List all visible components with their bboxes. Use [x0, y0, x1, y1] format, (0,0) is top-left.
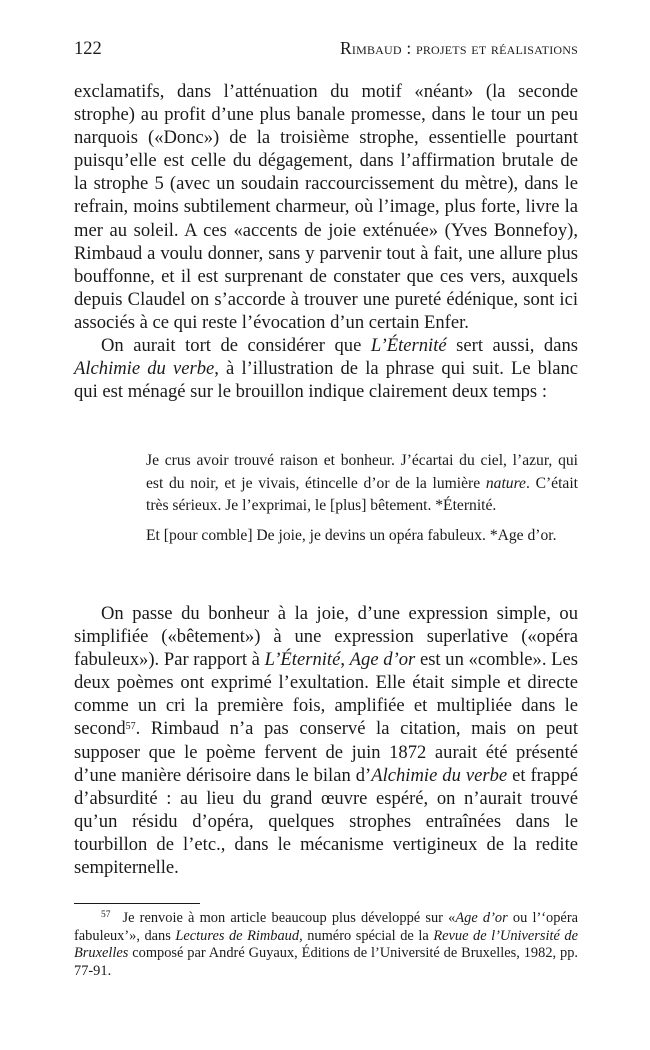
- text-run: ,: [340, 649, 350, 671]
- text-run: On passe du bonheur à la joie, d’une expression simple, ou simplifiée («bêtement») à une expression superlative («opéra fabuleux»). Par rapport à: [74, 603, 578, 671]
- text-run: Je renvoie à mon article beaucoup plus développé sur «: [122, 910, 456, 926]
- paragraph-bonheur-joie: [74, 602, 578, 879]
- running-title: Rimbaud : projets et réalisations: [340, 38, 578, 58]
- footnote: [74, 910, 578, 980]
- quote-paragraph-1: [146, 450, 578, 518]
- text-run: Je crus avoir trouvé raison et bonheur. J’écartai du ciel, l’azur, qui est du noir, et je vivais, étincelle d’or de la lumière: [146, 452, 578, 492]
- italic-text: L’Éternité: [264, 649, 341, 671]
- italic-text: Age d’or: [455, 910, 508, 926]
- paragraph-eternite: [74, 334, 578, 403]
- footnote-ref: 57: [125, 721, 136, 733]
- text-run: composé par André Guyaux, Éditions de l’Université de Bruxelles, 1982, pp. 77-91.: [74, 945, 578, 979]
- running-header: [74, 38, 578, 62]
- text-run: On aurait tort de considérer que: [101, 335, 371, 357]
- text-run: est un «comble». Les deux poèmes ont exprimé l’exultation. Elle était simple et directe comme un cri la première fois, amplifiée et multipliée dans le second: [74, 649, 579, 740]
- text-run: . Rimbaud n’a pas conservé la citation, mais on peut supposer que le poème fervent de juin 1872 aurait été présenté d’une manière dérisoire dans le bilan d’: [74, 718, 578, 786]
- italic-text: Revue de l’Université de Bruxelles: [74, 927, 579, 962]
- text-run: , numéro spécial de la: [299, 927, 434, 944]
- italic-text: L’Éternité: [370, 335, 447, 357]
- text-run: . C’était très sérieux. Je l’exprimai, le [plus] bêtement. *Éternité.: [146, 474, 578, 515]
- block-quote: [146, 450, 578, 554]
- body-text-bottom: [74, 602, 578, 879]
- footnote-text: [74, 910, 578, 979]
- footnote-57: [74, 910, 578, 980]
- text-run: exclamatifs, dans l’atténuation du motif «néant» (la seconde strophe) au profit d’une plus banale promesse, dans le tour un peu narquois («Donc») de la troisième strophe, essentielle pourtant puisqu’elle est celle du dégagement, dans l’affirmation brutale de la strophe 5 (avec un soudain raccourcissement du mètre), dans le refrain, moins subtilement charmeur, où l’image, plus forte, livre la mer au soleil. A ces «accents de joie exténuée» (Yves Bonnefoy), Rimbaud a voulu donner, sans y parvenir tout à fait, une allure plus bouffonne, et il est surprenant de constater que ces vers, auxquels depuis Claudel on s’accorde à trouver une pureté édénique, sont ici associés à ce qui reste l’évocation d’un certain Enfer.: [74, 81, 578, 333]
- quote-paragraph-2: [146, 525, 578, 548]
- italic-text: Lectures de Rimbaud: [175, 927, 300, 944]
- italic-text: Age d’or: [349, 649, 416, 671]
- text-run: Et [pour comble] De joie, je devins un opéra fabuleux. *Age d’or.: [146, 526, 557, 544]
- italic-text: nature: [485, 474, 526, 492]
- footnote-number: 57: [101, 910, 111, 920]
- footnote-divider: [74, 903, 200, 904]
- page-number: 122: [74, 39, 102, 59]
- text-run: ou l’‘opéra fabuleux’», dans: [74, 910, 578, 944]
- text-run: et frappé d’absurdité : au lieu du grand œuvre espéré, on n’aurait trouvé qu’un résidu d’opéra, quelques strophes entraînées dans le tourbillon de l’etc., dans le mécanisme vertigineux de la redite sempiternelle.: [74, 764, 578, 879]
- italic-text: Alchimie du verbe: [371, 764, 508, 786]
- body-text-top: [74, 80, 578, 403]
- text-run: sert aussi, dans: [446, 335, 578, 357]
- italic-text: Alchimie du verbe: [74, 358, 215, 380]
- paragraph-continued: [74, 80, 578, 334]
- text-run: , à l’illustration de la phrase qui suit. Le blanc qui est ménagé sur le brouillon indique clairement deux temps :: [74, 358, 578, 403]
